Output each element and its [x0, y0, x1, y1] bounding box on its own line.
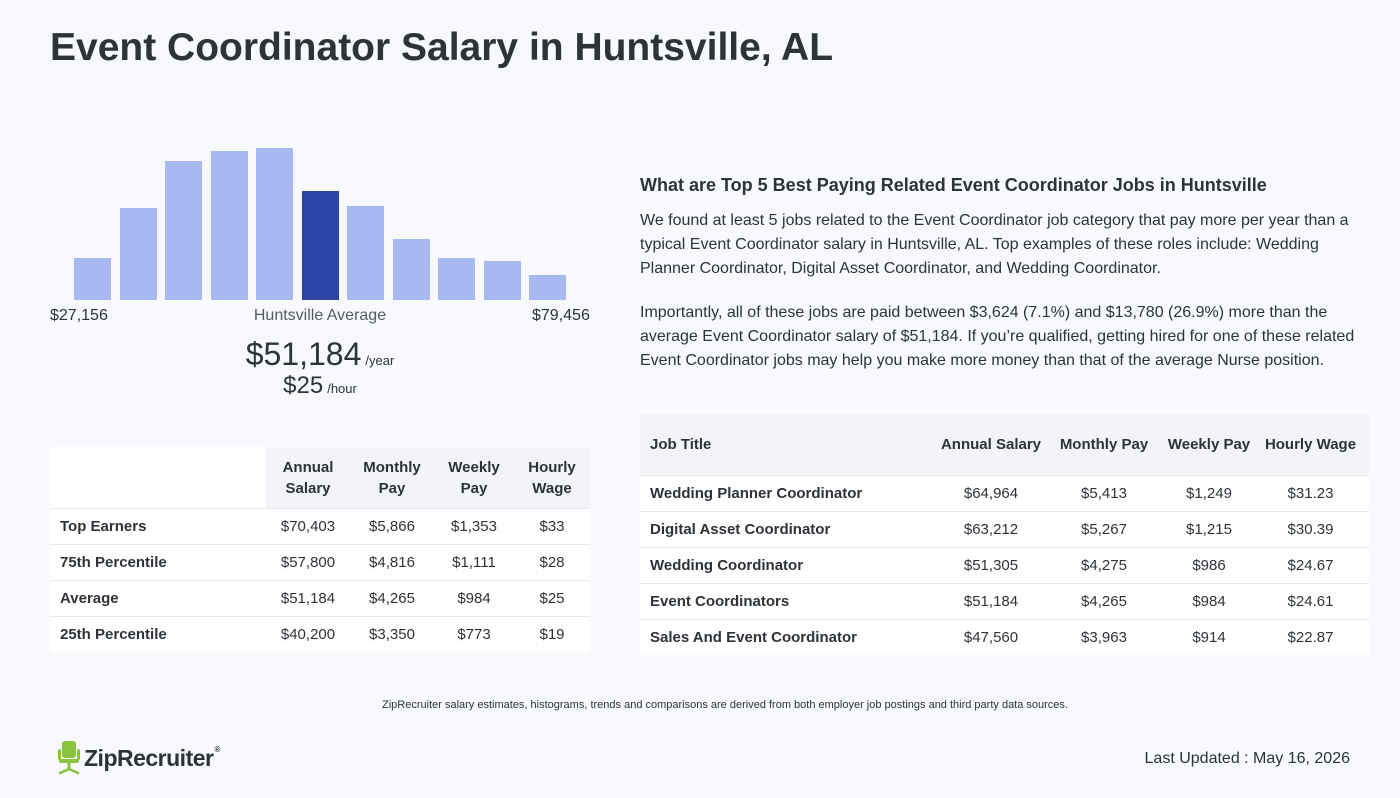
table-row	[640, 548, 1369, 584]
hourly-wage-cell: $33	[514, 509, 590, 545]
histogram-bar	[211, 151, 248, 300]
annual-salary-cell: $64,964	[940, 476, 1042, 512]
hourly-wage-cell: $25	[514, 581, 590, 617]
table-row	[50, 617, 590, 653]
annual-salary-cell: $63,212	[940, 512, 1042, 548]
weekly-pay-cell: $984	[434, 581, 514, 617]
monthly-pay-cell: $5,866	[350, 509, 434, 545]
job-title-cell: Event Coordinators	[640, 584, 940, 620]
hourly-wage-cell: $28	[514, 545, 590, 581]
header-job-title: Job Title	[640, 414, 940, 476]
weekly-pay-cell: $986	[1166, 548, 1252, 584]
job-title-cell: Digital Asset Coordinator	[640, 512, 940, 548]
weekly-pay-cell: $773	[434, 617, 514, 653]
histogram-bar	[438, 258, 475, 300]
header-weekly-pay: Weekly Pay	[1166, 414, 1252, 476]
hourly-wage-cell: $22.87	[1252, 620, 1369, 656]
monthly-pay-cell: $3,350	[350, 617, 434, 653]
annual-salary-cell: $57,800	[266, 545, 350, 581]
header-monthly-pay: Monthly Pay	[350, 447, 434, 509]
weekly-pay-cell: $1,353	[434, 509, 514, 545]
weekly-pay-cell: $984	[1166, 584, 1252, 620]
logo-text: ZipRecruiter	[84, 744, 214, 771]
histogram-bar	[120, 208, 157, 300]
average-hourly-wage	[50, 372, 590, 400]
percentile-table	[50, 447, 590, 652]
salary-histogram	[50, 140, 590, 300]
table-row	[50, 545, 590, 581]
hourly-wage-cell: $30.39	[1252, 512, 1369, 548]
histogram-bar	[74, 258, 111, 300]
average-annual-value: $51,184	[245, 336, 362, 372]
related-jobs-table	[640, 414, 1369, 655]
header-weekly-pay: Weekly Pay	[434, 447, 514, 509]
related-jobs-paragraph-1: We found at least 5 jobs related to the Event Coordinator job category that pay more per year than a typical Event Coordinator salary in Huntsville, AL. Top examples of these roles include: Wedding Planner Coordinator, Digital Asset Coordinator, and Wedding Coordinator.	[640, 212, 1349, 277]
related-jobs-paragraph-2: Importantly, all of these jobs are paid between $3,624 (7.1%) and $13,780 (26.9%) more than the average Event Coordinator salary of $51,184. If you’re qualified, getting hired for one of these related Event Coordinator jobs may help you make more money than that of the average Nurse position.	[640, 304, 1355, 369]
annual-salary-cell: $40,200	[266, 617, 350, 653]
monthly-pay-cell: $4,816	[350, 545, 434, 581]
related-jobs-title: What are Top 5 Best Paying Related Event Coordinator Jobs in Huntsville	[640, 175, 1267, 195]
table-row	[640, 584, 1369, 620]
table-row	[50, 581, 590, 617]
table-row	[640, 512, 1369, 548]
hourly-wage-cell: $31.23	[1252, 476, 1369, 512]
weekly-pay-cell: $1,111	[434, 545, 514, 581]
job-title-cell: Sales And Event Coordinator	[640, 620, 940, 656]
hourly-wage-cell: $19	[514, 617, 590, 653]
row-label: 75th Percentile	[50, 545, 266, 581]
page-title: Event Coordinator Salary in Huntsville, AL	[50, 26, 834, 69]
job-title-cell: Wedding Planner Coordinator	[640, 476, 940, 512]
weekly-pay-cell: $1,215	[1166, 512, 1252, 548]
histogram-bar	[347, 206, 384, 300]
table-row	[50, 509, 590, 545]
related-jobs-table-header	[640, 414, 1369, 476]
histogram-bar	[165, 161, 202, 300]
monthly-pay-cell: $3,963	[1042, 620, 1166, 656]
chair-icon	[58, 741, 80, 775]
table-row	[640, 476, 1369, 512]
last-updated: Last Updated : May 16, 2026	[1144, 750, 1350, 767]
monthly-pay-cell: $5,413	[1042, 476, 1166, 512]
header-hourly-wage: Hourly Wage	[514, 447, 590, 509]
monthly-pay-cell: $4,265	[350, 581, 434, 617]
monthly-pay-cell: $4,275	[1042, 548, 1166, 584]
average-annual-unit: /year	[365, 353, 395, 368]
weekly-pay-cell: $914	[1166, 620, 1252, 656]
header-hourly-wage: Hourly Wage	[1252, 414, 1369, 476]
weekly-pay-cell: $1,249	[1166, 476, 1252, 512]
histogram-bar	[256, 148, 293, 300]
annual-salary-cell: $51,184	[266, 581, 350, 617]
histogram-average-label: Huntsville Average	[253, 307, 387, 324]
header-monthly-pay: Monthly Pay	[1042, 414, 1166, 476]
row-label: Top Earners	[50, 509, 266, 545]
percentile-table-header	[50, 447, 590, 509]
annual-salary-cell: $51,184	[940, 584, 1042, 620]
ziprecruiter-logo	[58, 740, 220, 776]
average-annual-salary	[50, 336, 590, 373]
annual-salary-cell: $51,305	[940, 548, 1042, 584]
logo-trademark: ®	[214, 744, 220, 754]
hourly-wage-cell: $24.61	[1252, 584, 1369, 620]
histogram-bar	[484, 261, 521, 300]
average-hourly-value: $25	[283, 372, 324, 399]
row-label: Average	[50, 581, 266, 617]
job-title-cell: Wedding Coordinator	[640, 548, 940, 584]
histogram-bar	[393, 239, 430, 300]
histogram-min-label: $27,156	[50, 307, 108, 324]
data-disclaimer: ZipRecruiter salary estimates, histograms, trends and comparisons are derived from both employer job postings and third party data sources.	[382, 699, 1068, 711]
logo-wordmark	[84, 745, 220, 772]
annual-salary-cell: $70,403	[266, 509, 350, 545]
header-annual-salary: Annual Salary	[266, 447, 350, 509]
header-annual-salary: Annual Salary	[940, 414, 1042, 476]
histogram-bar	[529, 275, 566, 300]
histogram-max-label: $79,456	[532, 307, 590, 324]
header-blank	[50, 447, 266, 509]
monthly-pay-cell: $5,267	[1042, 512, 1166, 548]
row-label: 25th Percentile	[50, 617, 266, 653]
hourly-wage-cell: $24.67	[1252, 548, 1369, 584]
histogram-bar-average	[302, 191, 339, 300]
table-row	[640, 620, 1369, 656]
average-hourly-unit: /hour	[327, 381, 357, 396]
monthly-pay-cell: $4,265	[1042, 584, 1166, 620]
annual-salary-cell: $47,560	[940, 620, 1042, 656]
